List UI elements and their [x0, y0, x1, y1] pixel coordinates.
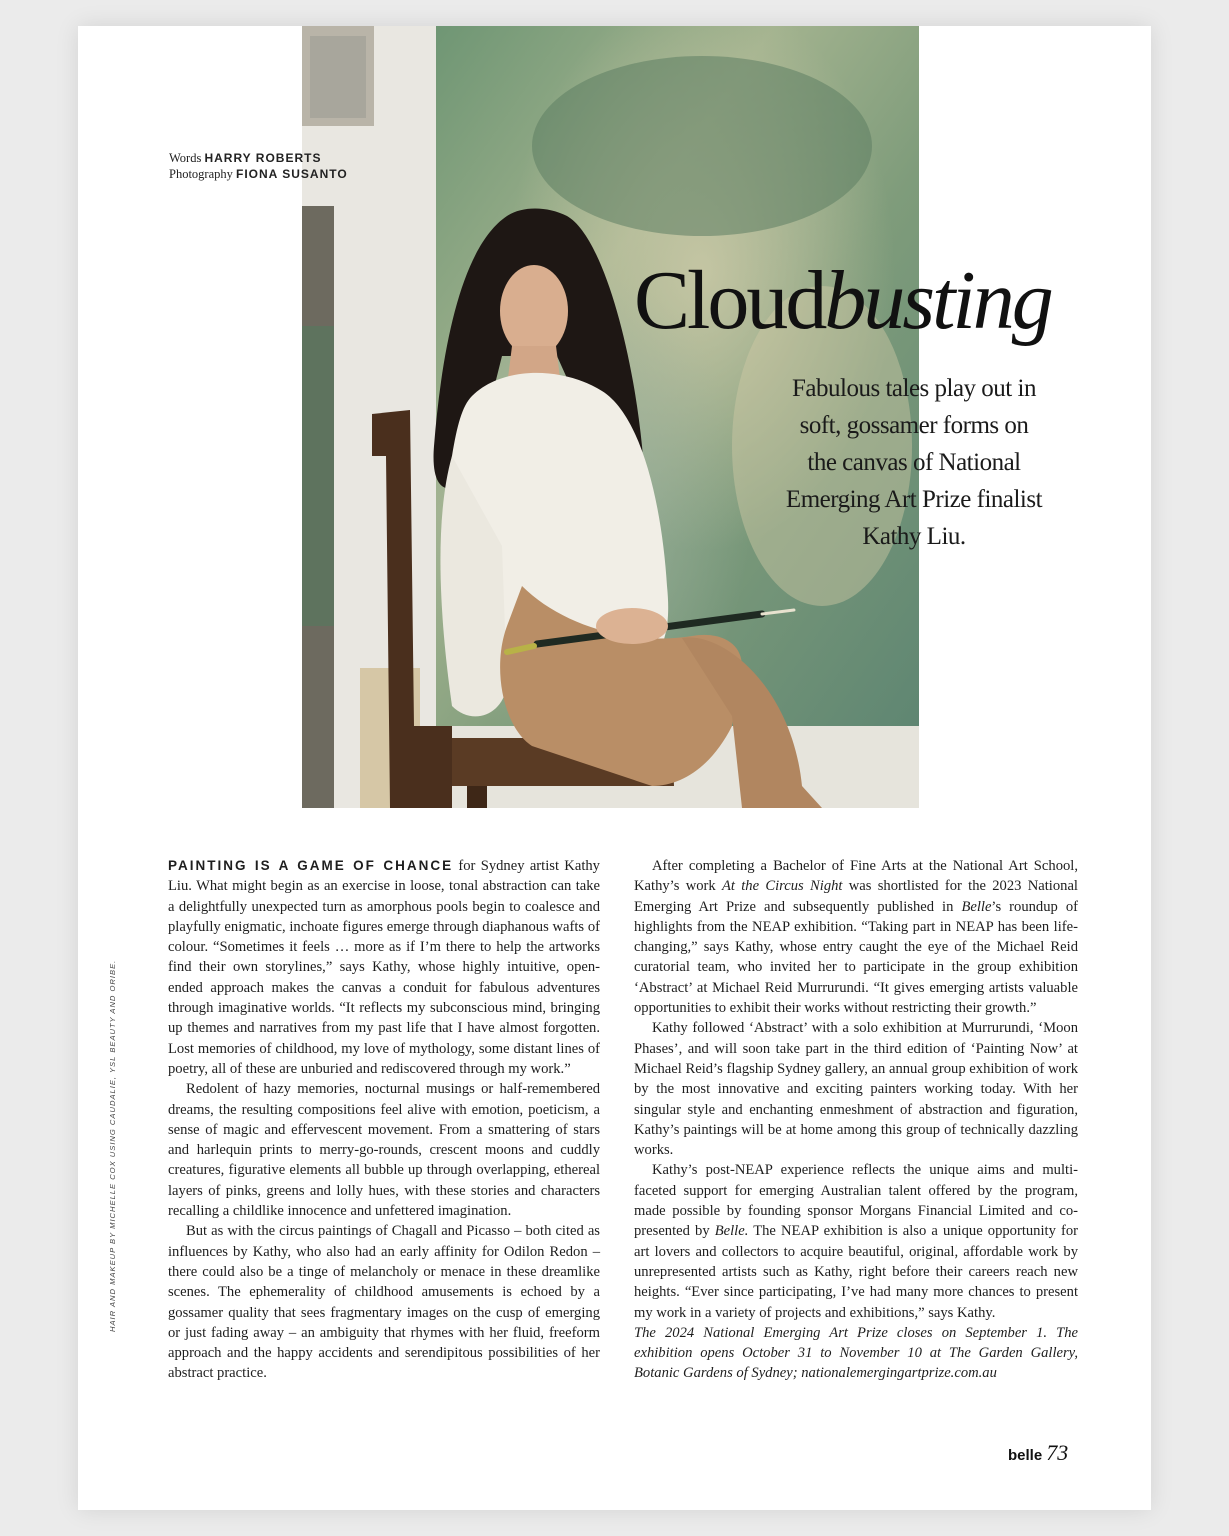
- photographer-name: FIONA SUSANTO: [236, 167, 348, 181]
- paragraph: [634, 856, 1078, 1018]
- words-role: Words: [169, 151, 202, 165]
- paragraph-text: was shortlisted for the 2023 National Emerging Art Prize and subsequently published in: [634, 878, 1078, 915]
- paragraph-text: The NEAP exhibition is also a unique opportunity for art lovers and collectors to acquire beautiful, original, affordable work by unrepresented artists such as Kathy, right before their careers reach new heights. “Ever since participating, I’ve had many more chances to present my work in a variety of projects and exhibitions,” says Kathy.: [634, 1223, 1078, 1321]
- headline-italic: busting: [824, 254, 1051, 347]
- article-column-left: [168, 856, 600, 1384]
- paragraph-text: for Sydney artist Kathy Liu. What might begin as an exercise in loose, tonal abstraction can take a delightfully unexpected turn as amorphous pools begin to coalesce and playfully enigmatic, inchoate figures emerge through diaphanous wafts of colour. “Sometimes it feels … more as if I’m there to help the artworks find their own storylines,” says Kathy, whose highly intuitive, open-ended approach makes the canvas a conduit for fabulous adventures through imaginative worlds. “It reflects my subconscious mind, bringing up themes and narratives from my past life that I have almost forgotten. Lost memories of childhood, my love of mythology, some distant lines of poetry, all of these are unburied and rediscovered through my work.”: [168, 858, 600, 1077]
- article-headline: [634, 256, 1051, 346]
- paragraph-text: ’s roundup of highlights from the NEAP exhibition. “Taking part in NEAP has been life-changing,” says Kathy, whose entry caught the eye of the Michael Reid curatorial team, who invited her to participate in the group exhibition ‘Abstract’ at Michael Reid Murrurundi. “It gives emerging artists valuable opportunities to exhibit their works without restricting their growth.”: [634, 898, 1078, 1017]
- hair-makeup-credit: HAIR AND MAKEUP BY MICHELLE COX USING CAUDALIE, YSL BEAUTY AND ORIBE.: [108, 959, 117, 1332]
- paragraph: [168, 856, 600, 1079]
- photography-role: Photography: [169, 167, 233, 181]
- byline: [169, 150, 348, 182]
- standfirst: Fabulous tales play out in soft, gossamer forms on the canvas of National Emerging Art Prize finalist Kathy Liu.: [785, 375, 1043, 550]
- headline-roman: Cloud: [634, 254, 825, 347]
- paragraph-text: Kathy’s post-NEAP experience reflects the unique aims and multi-faceted support for emerging Australian talent offered by the program, made possible by founding sponsor Morgans Financial Limited and co-presented by: [634, 1162, 1078, 1240]
- magazine-page: [78, 26, 1151, 1510]
- paragraph: Redolent of hazy memories, nocturnal musings or half-remembered dreams, the resulting compositions feel alive with emotion, poeticism, a sense of magic and effervescent movement. From a smattering of stars and harlequin prints to merry-go-rounds, crescent moons and cuddly creatures, figurative elements all bubble up through overlapping, ethereal layers of pinks, greens and lolly hues, with these stories and characters recalling a childlike innocence and unfettered imagination.: [168, 1081, 600, 1220]
- magazine-mention: Belle.: [714, 1223, 749, 1240]
- magazine-name: belle: [1008, 1447, 1043, 1464]
- event-note: The 2024 National Emerging Art Prize closes on September 1. The exhibition opens October 31 to November 10 at The Garden Gallery, Botanic Gardens of Sydney; nationalemergingartprize.com.au: [634, 1324, 1078, 1382]
- magazine-mention: Belle: [961, 898, 992, 915]
- writer-name: HARRY ROBERTS: [204, 151, 322, 165]
- paragraph: Kathy followed ‘Abstract’ with a solo exhibition at Murrurundi, ‘Moon Phases’, and will soon take part in the third edition of ‘Painting Now’ at Michael Reid’s flagship Sydney gallery, an annual group exhibition of work by the most innovative and exciting painters working today. With her singular style and enchanting enmeshment of abstraction and figuration, Kathy’s paintings will be at home among this group of technically dazzling works.: [634, 1020, 1078, 1159]
- article-column-right: [634, 856, 1078, 1384]
- artwork-title: At the Circus Night: [721, 878, 843, 895]
- page-number: 73: [1046, 1440, 1069, 1465]
- lead-in: PAINTING IS A GAME OF CHANCE: [168, 858, 454, 873]
- page-folio: [1008, 1440, 1068, 1466]
- paragraph: [634, 1160, 1078, 1322]
- paragraph-text: After completing a Bachelor of Fine Arts at the National Art School, Kathy’s work: [634, 858, 1078, 895]
- paragraph: But as with the circus paintings of Chagall and Picasso – both cited as influences by Kathy, who also had an early affinity for Odilon Redon – there could also be a tinge of melancholy or menace in these dreamlike scenes. The ephemerality of childhood amusements is echoed by a gossamer quality that sees fragmentary images on the cusp of emerging or just fading away – an ambiguity that rhymes with her fluid, freeform approach and the happy accidents and serendipitous possibilities of her abstract practice.: [168, 1223, 600, 1382]
